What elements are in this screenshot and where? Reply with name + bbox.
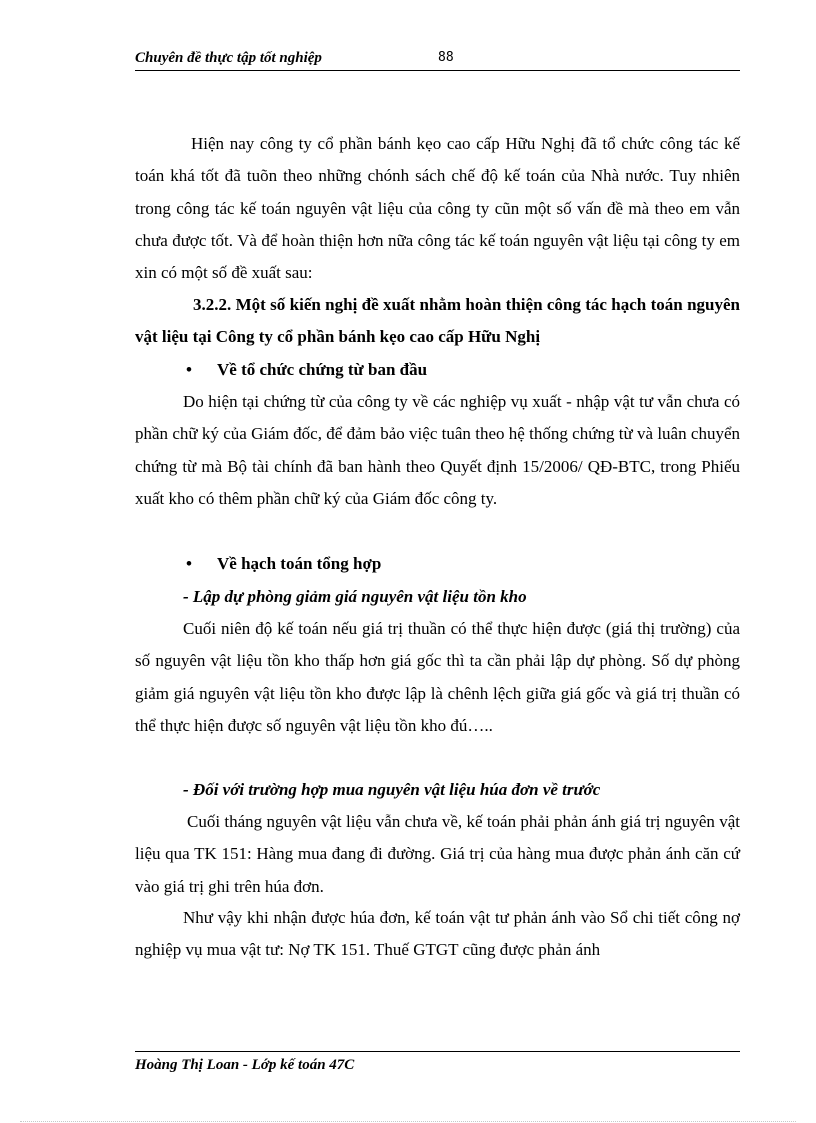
documents-paragraph: Do hiện tại chứng từ của công ty về các nghiệp vụ xuất - nhập vật tư vẫn chưa có phần chữ ký của Giám đốc, để đảm bảo việc tuân theo hệ thống chứng từ và luân chuyển chứng từ mà Bộ tài chính đã ban hành theo Quyết định 15/2006/ QĐ-BTC, trong Phiếu xuất kho có thêm phần chữ ký của Giám đốc công ty. [135, 392, 740, 508]
intro-paragraph: Hiện nay công ty cổ phần bánh kẹo cao cấp Hữu Nghị đã tổ chức công tác kế toán khá tốt đã tuõn theo những chónh sách chế độ kế toán của Nhà nước. Tuy nhiên trong công tác kế toán nguyên vật liệu của công ty cũn một số vấn đề mà theo em vẫn chưa được tốt. Và để hoàn thiện hơn nữa công tác kế toán nguyên vật liệu tại công ty em xin có một số đề xuất sau: [135, 134, 740, 283]
provision-paragraph: Cuối niên độ kế toán nếu giá trị thuần có thể thực hiện được (giá thị trường) của số nguyên vật liệu tồn kho thấp hơn giá gốc thì ta cần phải lập dự phòng. Số dự phòng giảm giá nguyên vật liệu tồn kho được lập là chênh lệch giữa giá gốc và giá trị thuần có thể thực hiện được số nguyên vật liệu tồn kho đú….. [135, 619, 740, 735]
footer-author: Hoàng Thị Loan - Lớp kế toán 47C [135, 1057, 355, 1073]
bullet-label: Về tổ chức chứng từ ban đầu [217, 360, 428, 379]
page-header [135, 48, 740, 71]
page-edge-divider [20, 1121, 796, 1122]
bullet-icon: • [186, 554, 192, 573]
bullet-icon: • [186, 360, 192, 379]
sub-heading-invoice-first: - Đối với trường hợp mua nguyên vật liệu húa đơn về trước [183, 780, 601, 799]
page-number: 88 [438, 50, 454, 65]
month-end-paragraph: Cuối tháng nguyên vật liệu vẫn chưa về, kế toán phải phản ánh giá trị nguyên vật liệu qua TK 151: Hàng mua đang đi đường. Giá trị của hàng mua được phản ánh căn cứ vào giá trị ghi trên húa đơn. [135, 812, 740, 896]
invoice-paragraph: Như vậy khi nhận được húa đơn, kế toán vật tư phản ánh vào Sổ chi tiết công nợ nghiệp vụ mua vật tư: Nợ TK 151. Thuế GTGT cũng được phản ánh [135, 908, 740, 960]
header-title: Chuyên đề thực tập tốt nghiệp [135, 50, 322, 66]
bullet-item-accounting [135, 548, 740, 580]
bullet-label: Về hạch toán tổng hợp [217, 554, 382, 573]
section-heading: 3.2.2. Một số kiến nghị đề xuất nhằm hoàn thiện công tác hạch toán nguyên vật liệu tại Công ty cổ phần bánh kẹo cao cấp Hữu Nghị [135, 295, 740, 347]
page-footer [135, 1051, 740, 1073]
sub-heading-provision: - Lập dự phòng giảm giá nguyên vật liệu tồn kho [183, 587, 527, 606]
bullet-item-documents [135, 354, 740, 386]
